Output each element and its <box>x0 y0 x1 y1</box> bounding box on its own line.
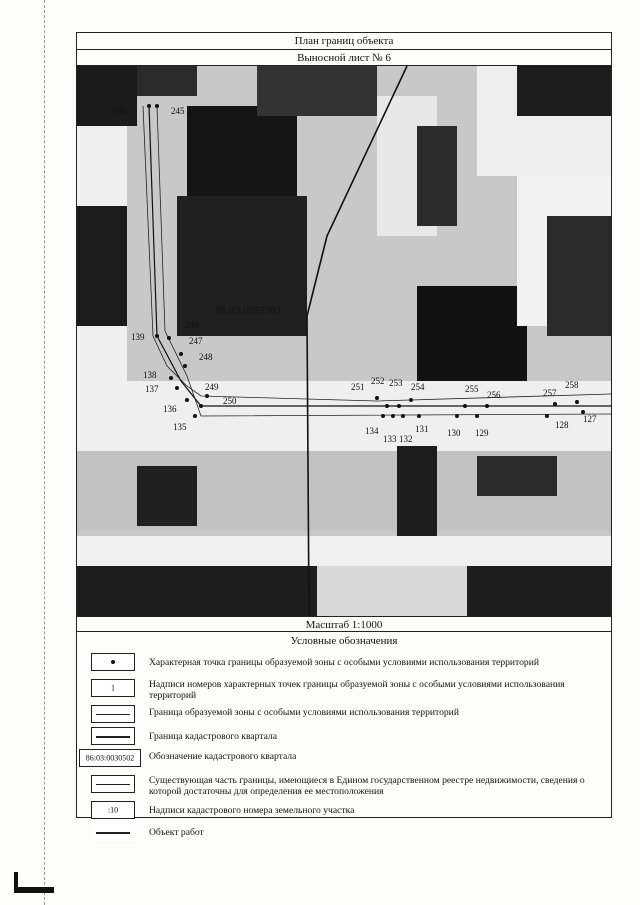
legend-text: Обозначение кадастрового квартала <box>149 751 297 762</box>
building-block <box>397 446 437 536</box>
point-label: 135 <box>173 422 187 432</box>
open-area <box>317 566 467 616</box>
boundary-point <box>185 398 189 402</box>
point-label: 133 <box>383 434 397 444</box>
point-label: 136 <box>163 404 177 414</box>
point-label: 138 <box>143 370 157 380</box>
legend-text: Граница кадастрового квартала <box>149 731 277 742</box>
boundary-point <box>485 404 489 408</box>
boundary-point <box>205 394 209 398</box>
building-block <box>417 286 527 396</box>
legend-text: Характерная точка границы образуемой зоны с особыми условиями использования территорий <box>149 657 539 668</box>
boundary-point <box>391 414 395 418</box>
plan-sheet <box>76 32 612 838</box>
building-block <box>477 456 557 496</box>
legend-symbol-zone-boundary <box>91 705 135 723</box>
point-label: 247 <box>189 336 203 346</box>
quarter-label-sample: 86:03:0030502 <box>85 753 135 763</box>
building-block <box>257 66 377 116</box>
legend-text: Объект работ <box>149 827 204 838</box>
boundary-point <box>397 404 401 408</box>
map-drawing <box>77 66 611 616</box>
point-label: 140 <box>113 106 127 116</box>
plan-title: План границ объекта <box>77 33 611 50</box>
boundary-point <box>401 414 405 418</box>
point-label: 249 <box>205 382 219 392</box>
building-block <box>417 126 457 226</box>
legend-text: Существующая часть границы, имеющиеся в Едином государственном реестре недвижимости, сведения о которой достаточны для определения ее местоположения <box>149 775 585 797</box>
point-label: 251 <box>351 382 365 392</box>
building-block <box>137 466 197 526</box>
boundary-point <box>199 404 203 408</box>
legend-symbol-work-object <box>91 823 135 841</box>
point-label: 257 <box>543 388 557 398</box>
boundary-point <box>545 414 549 418</box>
legend-text: Надписи кадастрового номера земельного участка <box>149 805 355 816</box>
quarter-boundary-line-icon <box>96 736 130 738</box>
cadastral-quarter-label: 86:03:0030502 <box>421 353 488 365</box>
existing-boundary-line-icon <box>96 784 130 785</box>
point-label: 137 <box>145 384 159 394</box>
boundary-point <box>381 414 385 418</box>
boundary-point <box>183 364 187 368</box>
building-block <box>77 206 127 326</box>
point-label: 252 <box>371 376 385 386</box>
legend-symbol-quarter-boundary <box>91 727 135 745</box>
boundary-point <box>169 376 173 380</box>
point-label: 248 <box>199 352 213 362</box>
sheet-number: Выносной лист № 6 <box>77 50 611 66</box>
boundary-point <box>175 386 179 390</box>
point-label: 131 <box>415 424 429 434</box>
legend-symbol-parcel-number <box>91 801 135 819</box>
point-label: 254 <box>411 382 425 392</box>
point-label: 128 <box>555 420 569 430</box>
boundary-point <box>155 104 159 108</box>
point-label: 256 <box>487 390 501 400</box>
legend-symbol-point-number <box>91 679 135 697</box>
point-label: 253 <box>389 378 403 388</box>
point-label: 246 <box>185 320 199 330</box>
binding-mark <box>14 887 54 893</box>
point-label: 139 <box>131 332 145 342</box>
work-object-line-icon <box>96 832 130 834</box>
legend-symbol-existing-boundary <box>91 775 135 793</box>
point-label: 129 <box>475 428 489 438</box>
building-block <box>547 216 611 336</box>
road-band <box>77 536 611 566</box>
boundary-point <box>553 402 557 406</box>
map-area <box>77 66 611 616</box>
boundary-point <box>455 414 459 418</box>
boundary-point <box>385 404 389 408</box>
building-block <box>77 66 137 126</box>
building-block <box>137 66 197 96</box>
point-label: 250 <box>223 396 237 406</box>
boundary-point <box>179 352 183 356</box>
boundary-point <box>475 414 479 418</box>
point-label: 255 <box>465 384 479 394</box>
boundary-point <box>155 334 159 338</box>
point-label: 132 <box>399 434 413 444</box>
cadastral-quarter-label: 86:03:0052301 <box>215 305 282 317</box>
zone-boundary-line-icon <box>96 714 130 715</box>
point-label: 134 <box>365 426 379 436</box>
legend-text: Граница образуемой зоны с особыми условиями использования территорий <box>149 707 459 718</box>
point-label: 245 <box>171 106 185 116</box>
legend-title: Условные обозначения <box>290 635 398 647</box>
boundary-point <box>463 404 467 408</box>
legend-text: Надписи номеров характерных точек границы образуемой зоны с особыми условиями использования территорий <box>149 679 565 701</box>
boundary-point <box>375 396 379 400</box>
point-label: 127 <box>583 414 597 424</box>
binding-mark <box>14 872 18 893</box>
boundary-point <box>147 104 151 108</box>
boundary-point <box>417 414 421 418</box>
point-dot-icon <box>111 660 115 664</box>
legend-symbol-point <box>91 653 135 671</box>
parcel-number-sample: :10 <box>107 805 119 815</box>
map-scale: Масштаб 1:1000 <box>77 616 611 632</box>
legend-symbol-quarter-label <box>79 749 141 767</box>
point-number-sample: 1 <box>111 683 115 693</box>
boundary-point <box>409 398 413 402</box>
boundary-point <box>575 400 579 404</box>
boundary-point <box>167 336 171 340</box>
binding-margin-line <box>44 0 45 905</box>
point-label: 258 <box>565 380 579 390</box>
point-label: 130 <box>447 428 461 438</box>
boundary-point <box>193 414 197 418</box>
building-block <box>517 66 611 116</box>
